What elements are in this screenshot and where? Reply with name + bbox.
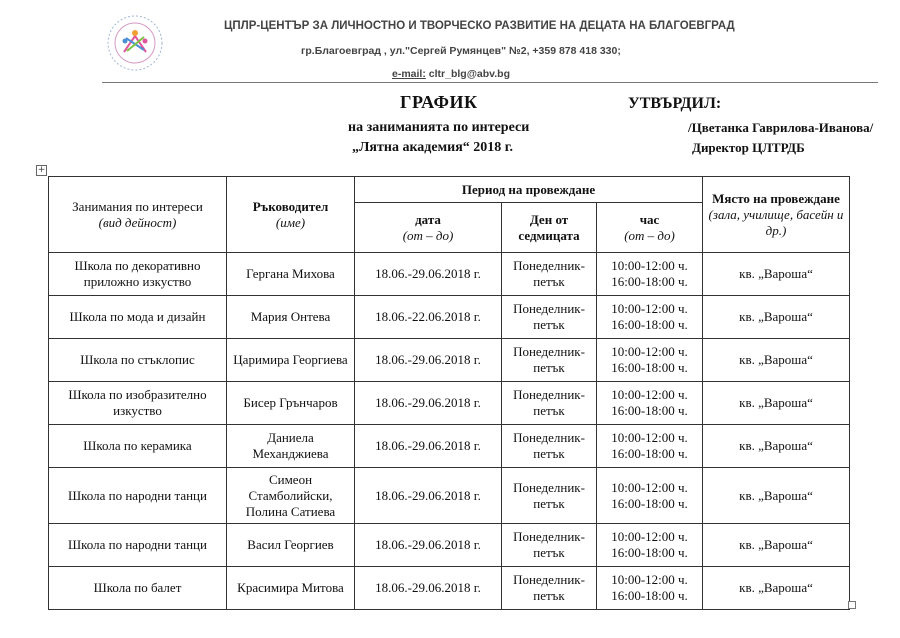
col-time-header: час (от – до) [597, 203, 703, 253]
table-row [49, 425, 850, 468]
dates-cell: 18.06.-29.06.2018 г. [355, 339, 502, 382]
document-subtitle-1: на заниманията по интереси [348, 120, 530, 135]
col-period-header: Период на провеждане [355, 177, 703, 203]
leader-cell: Мария Онтева [227, 296, 355, 339]
col-activity-header: Занимания по интереси (вид дейност) [49, 177, 227, 253]
activity-cell: Школа по народни танци [49, 524, 227, 567]
leader-cell: Даниела Механджиева [227, 425, 355, 468]
time-cell: 10:00-12:00 ч. 16:00-18:00 ч. [597, 524, 703, 567]
place-cell: кв. „Вароша“ [703, 567, 850, 610]
days-cell: Понеделник-петък [502, 468, 597, 524]
approver-name: /Цветанка Гаврилова-Иванова/ [688, 120, 874, 135]
org-email [392, 68, 510, 80]
leader-cell: Красимира Митова [227, 567, 355, 610]
leader-cell: Симеон Стамболийски, Полина Сатиева [227, 468, 355, 524]
col-date-header: дата (от – до) [355, 203, 502, 253]
time-cell: 10:00-12:00 ч. 16:00-18:00 ч. [597, 468, 703, 524]
dates-cell: 18.06.-29.06.2018 г. [355, 468, 502, 524]
col-weekday-header: Ден от седмицата [502, 203, 597, 253]
activity-cell: Школа по керамика [49, 425, 227, 468]
leader-cell: Васил Георгиев [227, 524, 355, 567]
activity-cell: Школа по мода и дизайн [49, 296, 227, 339]
header-divider [102, 82, 878, 83]
time-cell: 10:00-12:00 ч. 16:00-18:00 ч. [597, 253, 703, 296]
dates-cell: 18.06.-22.06.2018 г. [355, 296, 502, 339]
days-cell: Понеделник-петък [502, 339, 597, 382]
table-row [49, 382, 850, 425]
place-cell: кв. „Вароша“ [703, 524, 850, 567]
leader-cell: Царимира Георгиева [227, 339, 355, 382]
days-cell: Понеделник-петък [502, 382, 597, 425]
place-cell: кв. „Вароша“ [703, 253, 850, 296]
email-value: cltr_blg@abv.bg [428, 68, 510, 80]
approver-role: Директор ЦЛТРДБ [692, 140, 805, 155]
activity-cell: Школа по декоративно приложно изкуство [49, 253, 227, 296]
dates-cell: 18.06.-29.06.2018 г. [355, 253, 502, 296]
email-label: e-mail: [392, 68, 426, 80]
time-cell: 10:00-12:00 ч. 16:00-18:00 ч. [597, 339, 703, 382]
dates-cell: 18.06.-29.06.2018 г. [355, 382, 502, 425]
table-row [49, 296, 850, 339]
dates-cell: 18.06.-29.06.2018 г. [355, 524, 502, 567]
place-cell: кв. „Вароша“ [703, 339, 850, 382]
time-cell: 10:00-12:00 ч. 16:00-18:00 ч. [597, 382, 703, 425]
activity-cell: Школа по изобразително изкуство [49, 382, 227, 425]
activity-cell: Школа по стъклопис [49, 339, 227, 382]
leader-cell: Бисер Грънчаров [227, 382, 355, 425]
activity-cell: Школа по балет [49, 567, 227, 610]
table-row [49, 567, 850, 610]
approved-label: УТВЪРДИЛ: [628, 95, 722, 112]
document-subtitle-2: „Лятна академия“ 2018 г. [352, 140, 514, 155]
days-cell: Понеделник-петък [502, 296, 597, 339]
schedule-table [48, 176, 850, 610]
dates-cell: 18.06.-29.06.2018 г. [355, 425, 502, 468]
place-cell: кв. „Вароша“ [703, 425, 850, 468]
center-logo [104, 12, 166, 74]
days-cell: Понеделник-петък [502, 567, 597, 610]
table-move-handle-icon[interactable]: + [37, 165, 46, 175]
org-address: гр.Благоевград , ул."Сергей Румянцев" №2, +359 878 418 330; [301, 45, 621, 57]
days-cell: Понеделник-петък [502, 425, 597, 468]
leader-cell: Гергана Михова [227, 253, 355, 296]
table-resize-handle[interactable] [848, 601, 856, 609]
col-place-header: Място на провеждане (зала, училище, басейн и др.) [703, 177, 850, 253]
time-cell: 10:00-12:00 ч. 16:00-18:00 ч. [597, 425, 703, 468]
place-cell: кв. „Вароша“ [703, 296, 850, 339]
time-cell: 10:00-12:00 ч. 16:00-18:00 ч. [597, 567, 703, 610]
table-row [49, 468, 850, 524]
org-name: ЦПЛР-ЦЕНТЪР ЗА ЛИЧНОСТНО И ТВОРЧЕСКО РАЗВИТИЕ НА ДЕЦАТА НА БЛАГОЕВГРАД [224, 20, 735, 32]
place-cell: кв. „Вароша“ [703, 468, 850, 524]
days-cell: Понеделник-петък [502, 524, 597, 567]
table-row [49, 253, 850, 296]
document-title: ГРАФИК [400, 92, 478, 112]
activity-cell: Школа по народни танци [49, 468, 227, 524]
table-row [49, 524, 850, 567]
time-cell: 10:00-12:00 ч. 16:00-18:00 ч. [597, 296, 703, 339]
dates-cell: 18.06.-29.06.2018 г. [355, 567, 502, 610]
table-row [49, 339, 850, 382]
place-cell: кв. „Вароша“ [703, 382, 850, 425]
days-cell: Понеделник-петък [502, 253, 597, 296]
col-leader-header: Ръководител (име) [227, 177, 355, 253]
